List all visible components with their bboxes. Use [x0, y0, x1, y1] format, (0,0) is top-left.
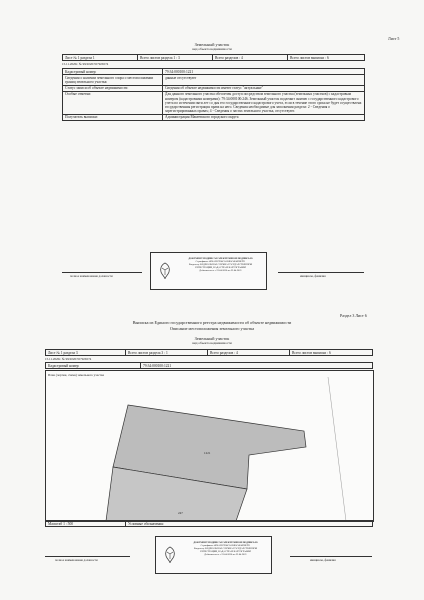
- row-label: Сведения о наличии земельного спора о местоположении границ земельного участка:: [63, 75, 163, 85]
- signature-stamp: [155, 536, 272, 574]
- signer-name-label: инициалы, фамилия: [310, 558, 336, 562]
- row-label: Получатель выписки:: [63, 114, 163, 120]
- document-subtitle: вид объекта недвижимости: [192, 341, 232, 345]
- row-value: 79:34:000100:1221: [141, 363, 373, 369]
- scale-table: [45, 520, 373, 527]
- stamp-line: Действителен: с 23.04.2020 по 23.04.2021: [199, 269, 242, 272]
- signer-line-left: [45, 556, 130, 557]
- row-value: Для данного земельного участка обеспечен доступ посредством земельного участка (земельных участков) с кадастровым номером (кадастровыми номерами): 79:34:000100:246. Земельный участок подлежит снятию с государственного кадастрового учета по истечении пяти лет со дня его государственного кадастрового учета, если в течение этого срока не будет осуществлена государственная регистрация права на него. Сведения необходимые для заполнения раздела: 2 - Сведения о зарегистрированных правах; 4 - Сведения о частях земельного участка, отсутствуют.: [163, 91, 365, 114]
- signer-position-label: полное наименование должности: [55, 558, 98, 562]
- table-row: [63, 91, 365, 114]
- location-heading: Описание местоположения земельного участка: [169, 326, 255, 331]
- stamp-line: РЕГИСТРАЦИИ, КАДАСТРА И КАРТОГРАФИИ: [195, 266, 246, 269]
- header-cell: Всего разделов : 4: [213, 55, 288, 61]
- stamp-line: Владелец: ФЕДЕРАЛЬНАЯ СЛУЖБА ГОСУДАРСТВЕННОЙ: [193, 547, 258, 550]
- plan-label: План (чертеж, схема) земельного участка: [48, 373, 105, 377]
- document-title: Земельный участок: [194, 336, 230, 341]
- signer-name-label: инициалы, фамилия: [300, 274, 326, 278]
- emblem-icon: [157, 261, 173, 281]
- table-row: [63, 114, 365, 120]
- parcel-plan: [45, 370, 374, 522]
- signer-line-right: [290, 556, 372, 557]
- signer-position-label: полное наименование должности: [70, 274, 113, 278]
- header-cell: Всего листов раздела 3 : 1: [126, 350, 208, 356]
- header-cell: Лист № 1 раздела 3: [46, 350, 126, 356]
- row-label: Статус записи об объекте недвижимости:: [63, 85, 163, 91]
- header-table: [62, 54, 365, 61]
- stamp-line: Действителен: с 23.04.2020 по 23.04.2021: [204, 553, 247, 556]
- header-cell: Лист № 1 раздела 1: [63, 55, 138, 61]
- header-cell: Всего разделов : 4: [208, 350, 290, 356]
- stamp-line: Сертификат: 4D0A2B7F00C6ABB5C4E4E9B7D1: [195, 260, 246, 263]
- signer-line-right: [278, 272, 364, 273]
- header-cell: Всего листов выписки : 6: [290, 350, 373, 356]
- extract-heading: Выписка из Единого государственного реестра недвижимости об объекте недвижимости: [132, 320, 292, 325]
- row-value: данные отсутствуют: [163, 75, 365, 85]
- document-subtitle: вид объекта недвижимости: [192, 47, 232, 51]
- header-cell: Всего листов раздела 1 : 3: [138, 55, 213, 61]
- stamp-heading: ДОКУМЕНТ ПОДПИСАН ЭЛЕКТРОННОЙ ПОДПИСЬЮ: [193, 541, 258, 544]
- emblem-icon: [162, 545, 178, 565]
- header-cell: Всего листов выписки : 6: [288, 55, 365, 61]
- row-value: Администрация Макеевского городского округа: [163, 114, 365, 120]
- signature-stamp: [150, 252, 267, 290]
- info-table: [62, 68, 365, 121]
- parcel-label: 1221: [204, 451, 211, 455]
- cadastral-table: [45, 362, 373, 369]
- sheet-number: Лист 5: [388, 36, 400, 41]
- table-row: [46, 521, 373, 527]
- scale-label: Масштаб 1 : 500: [46, 521, 126, 527]
- stamp-line: Сертификат: 4D0A2B7F00C6ABB5C4E4E9B7D1: [200, 544, 251, 547]
- row-label: Особые отметки:: [63, 91, 163, 114]
- row-label: Кадастровый номер:: [63, 69, 163, 75]
- stamp-line: РЕГИСТРАЦИИ, КАДАСТРА И КАРТОГРАФИИ: [200, 550, 251, 553]
- table-row: [63, 75, 365, 85]
- header-table: [45, 349, 373, 356]
- stamp-line: Владелец: ФЕДЕРАЛЬНАЯ СЛУЖБА ГОСУДАРСТВЕННОЙ: [188, 263, 253, 266]
- table-row: [46, 363, 373, 369]
- row-value: Сведения об объекте недвижимости имеют статус "актуальные": [163, 85, 365, 91]
- date-row: 15.11.2020г. № 99/2020/357926574: [45, 357, 92, 361]
- date-row: 15.11.2020г. № 99/2020/357926574: [62, 62, 109, 66]
- parcel-drawing: [46, 371, 373, 521]
- legend-label: Условные обозначения:: [126, 521, 373, 527]
- stamp-heading: ДОКУМЕНТ ПОДПИСАН ЭЛЕКТРОННОЙ ПОДПИСЬЮ: [188, 257, 253, 260]
- row-label: Кадастровый номер:: [46, 363, 141, 369]
- parcel-label-lower: 247: [178, 511, 183, 515]
- signer-line-left: [62, 272, 142, 273]
- row-value: 79:34:000100:1221: [163, 69, 365, 75]
- document-title: Земельный участок: [194, 42, 230, 47]
- sheet-number: Раздел 3 Лист 6: [340, 313, 367, 318]
